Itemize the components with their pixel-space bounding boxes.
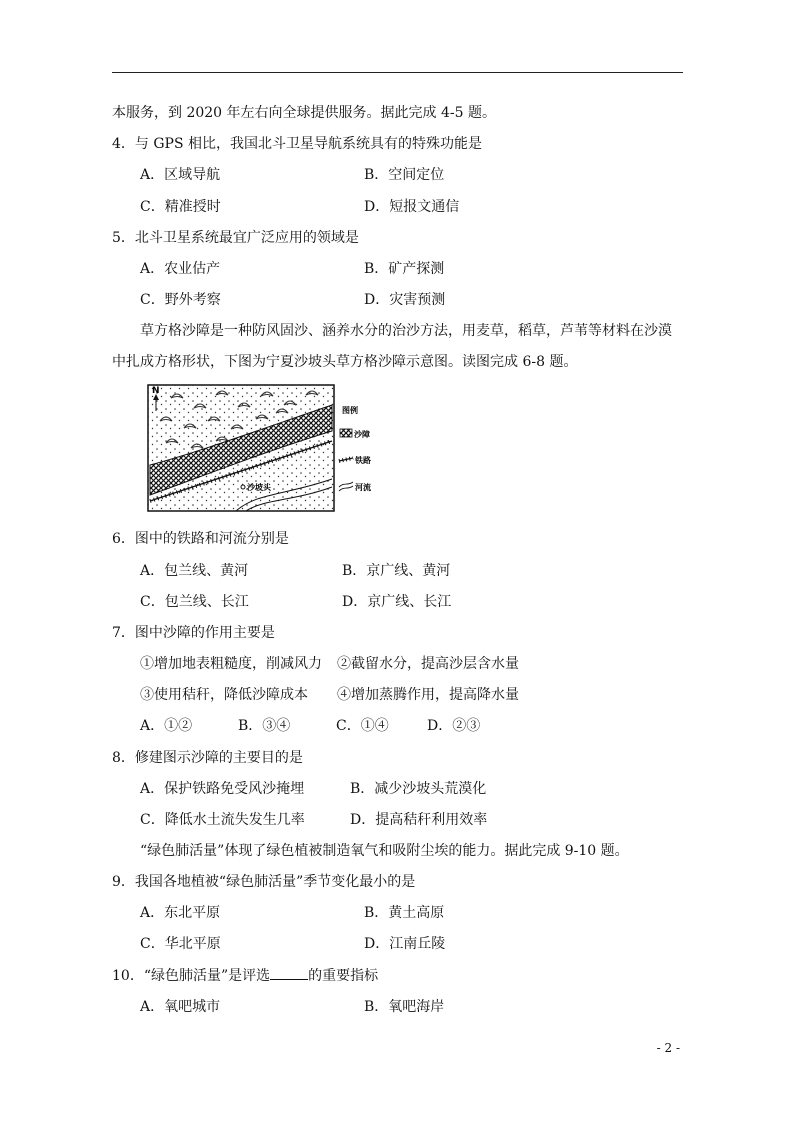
question-5-option-a[interactable]: A．农业估产 <box>140 261 221 277</box>
question-7-option-c[interactable]: C．①④ <box>336 718 389 734</box>
question-7-stem: 7．图中沙障的作用主要是 <box>112 625 275 641</box>
question-5-stem: 5．北斗卫星系统最宜广泛应用的领域是 <box>112 230 359 246</box>
legend-river: 河流 <box>355 483 371 492</box>
question-8-option-b[interactable]: B．减少沙坡头荒漠化 <box>350 781 487 797</box>
question-7-statement-2: ②截留水分，提高沙层含水量 <box>337 656 519 672</box>
legend-sand-barrier: 沙障 <box>354 430 370 439</box>
passage-1-line-2: 中扎成方格形状，下图为宁夏沙坡头草方格沙障示意图。读图完成 6-8 题。 <box>112 354 578 370</box>
question-6-option-a[interactable]: A．包兰线、黄河 <box>140 563 249 579</box>
question-4-option-a[interactable]: A．区域导航 <box>140 167 221 183</box>
question-4-option-b[interactable]: B．空间定位 <box>364 167 445 183</box>
question-9-stem: 9．我国各地植被“绿色肺活量”季节变化最小的是 <box>112 874 416 890</box>
question-7-option-d[interactable]: D．②③ <box>427 718 481 734</box>
question-8-option-c[interactable]: C．降低水土流失发生几率 <box>140 812 305 828</box>
question-4-stem: 4．与 GPS 相比，我国北斗卫星导航系统具有的特殊功能是 <box>112 136 483 152</box>
passage-2: “绿色肺活量”体现了绿色植被制造氧气和吸附尘埃的能力。据此完成 9-10 题。 <box>140 843 629 859</box>
question-7-option-a[interactable]: A．①② <box>140 718 193 734</box>
question-5-option-d[interactable]: D．灾害预测 <box>364 292 446 308</box>
question-10-stem-after: 的重要指标 <box>308 968 379 984</box>
question-7-option-b[interactable]: B．③④ <box>238 718 291 734</box>
question-10-stem <box>112 966 378 985</box>
question-7-statement-1: ①增加地表粗糙度，削减风力 <box>140 656 322 672</box>
answer-blank <box>270 966 308 980</box>
question-9-option-a[interactable]: A．东北平原 <box>140 905 221 921</box>
sand-barrier-figure <box>146 383 392 513</box>
header-rule <box>112 72 683 73</box>
question-6-option-b[interactable]: B．京广线、黄河 <box>342 563 451 579</box>
question-5-option-c[interactable]: C．野外考察 <box>140 292 221 308</box>
question-6-stem: 6．图中的铁路和河流分别是 <box>112 531 289 547</box>
question-9-option-d[interactable]: D．江南丘陵 <box>364 936 446 952</box>
question-4-option-c[interactable]: C．精准授时 <box>140 199 221 215</box>
question-8-stem: 8．修建图示沙障的主要目的是 <box>112 750 303 766</box>
passage-1-line-1: 草方格沙障是一种防风固沙、涵养水分的治沙方法，用麦草，稻草，芦苇等材料在沙漠 <box>140 323 672 339</box>
question-4-option-d[interactable]: D．短报文通信 <box>364 199 460 215</box>
question-6-option-c[interactable]: C．包兰线、长江 <box>140 594 249 610</box>
question-8-option-a[interactable]: A．保护铁路免受风沙掩埋 <box>140 781 305 797</box>
page-number: - 2 - <box>656 1041 680 1055</box>
intro-line: 本服务，到 2020 年左右向全球提供服务。据此完成 4-5 题。 <box>112 105 496 121</box>
legend-title: 图例 <box>342 406 358 415</box>
question-8-option-d[interactable]: D．提高秸秆利用效率 <box>350 812 488 828</box>
north-label: N <box>152 386 160 396</box>
question-10-option-a[interactable]: A．氧吧城市 <box>140 999 221 1015</box>
question-5-option-b[interactable]: B．矿产探测 <box>364 261 445 277</box>
question-9-option-c[interactable]: C．华北平原 <box>140 936 221 952</box>
place-label: 沙坡头 <box>247 483 271 492</box>
question-6-option-d[interactable]: D．京广线、长江 <box>342 594 452 610</box>
question-7-statement-4: ④增加蒸腾作用，提高降水量 <box>337 687 519 703</box>
question-10-stem-before: 10．“绿色肺活量”是评选 <box>112 968 271 984</box>
question-9-option-b[interactable]: B．黄土高原 <box>364 905 445 921</box>
question-7-statement-3: ③使用秸秆，降低沙障成本 <box>140 687 308 703</box>
question-10-option-b[interactable]: B．氧吧海岸 <box>364 999 445 1015</box>
legend-railway: 铁路 <box>355 456 371 465</box>
